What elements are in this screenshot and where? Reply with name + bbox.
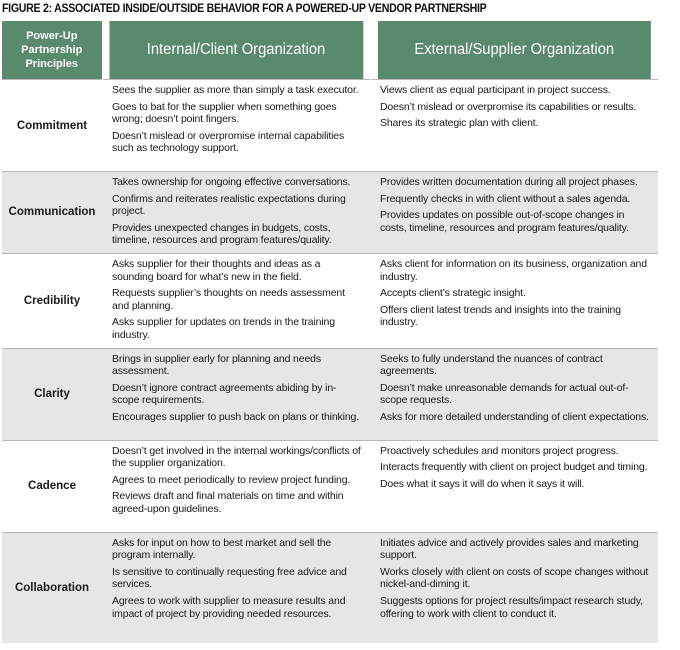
external-cell: [370, 348, 658, 440]
header-external: External/Supplier Organization: [377, 21, 651, 80]
principle-label: Cadence: [2, 440, 102, 532]
principle-label: Credibility: [2, 253, 102, 348]
internal-cell: [102, 532, 370, 643]
behavior-item: Brings in supplier early for planning and needs assessment.: [112, 352, 321, 378]
behavior-item: Doesn’t mislead or overpromise its capabilities or results.: [380, 100, 637, 113]
external-cell: [370, 80, 658, 172]
behavior-item: Asks client for information on its business, organization and industry.: [380, 257, 647, 283]
behavior-item: Takes ownership for ongoing effective conversations.: [112, 176, 351, 188]
behavior-item: Frequently checks in with client without a sales agenda.: [380, 192, 631, 205]
internal-cell: [102, 440, 370, 532]
internal-cell: [102, 80, 370, 172]
behavior-item: Confirms and reiterates realistic expectations during project.: [112, 192, 346, 218]
principle-label: Commitment: [2, 80, 102, 172]
internal-cell: [102, 253, 370, 348]
principle-label: Clarity: [2, 348, 102, 440]
behavior-item: Requests supplier’s thoughts on needs assessment and planning.: [112, 287, 345, 312]
behavior-item: Asks supplier for their thoughts and ideas as a sounding board for what’s new in the field.: [112, 257, 321, 283]
external-cell: [370, 532, 658, 643]
behavior-item: Goes to bat for the supplier when something goes wrong; doesn’t point fingers.: [112, 100, 337, 126]
internal-cell: [102, 172, 370, 254]
partnership-table: [2, 21, 658, 643]
behavior-item: Asks for more detailed understanding of client expectations.: [380, 410, 649, 423]
behavior-item: Proactively schedules and monitors project progress.: [380, 444, 619, 457]
table-row: [2, 80, 658, 172]
behavior-item: Provides unexpected changes in budgets, costs, timeline, resources and program features/quality.: [112, 221, 332, 247]
behavior-item: Doesn’t make unreasonable demands for actual out-of-scope requests.: [380, 381, 629, 407]
figure-title: FIGURE 2: ASSOCIATED INSIDE/OUTSIDE BEHAVIOR FOR A POWERED-UP VENDOR PARTNERSHIP: [2, 3, 487, 15]
behavior-item: Interacts frequently with client on project budget and timing.: [380, 461, 648, 474]
behavior-item: Does what it says it will do when it says it will.: [380, 477, 585, 490]
behavior-item: Provides updates on possible out-of-scope changes in costs, timeline, resources and program features/quality.: [380, 209, 629, 234]
behavior-item: Accepts client’s strategic insight.: [380, 287, 526, 300]
behavior-item: Shares its strategic plan with client.: [380, 117, 539, 130]
behavior-item: Encourages supplier to push back on plans or thinking.: [112, 410, 359, 423]
table-row: [2, 253, 658, 348]
behavior-item: Reviews draft and final materials on time and within agreed-upon guidelines.: [112, 490, 344, 515]
internal-cell: [102, 348, 370, 440]
table-row: [2, 532, 658, 643]
behavior-item: Initiates advice and actively provides sales and marketing support.: [380, 536, 639, 562]
behavior-item: Agrees to meet periodically to review project funding.: [112, 473, 351, 486]
behavior-item: Is sensitive to continually requesting free advice and services.: [112, 565, 347, 591]
table-header-row: [2, 21, 658, 80]
behavior-item: Asks supplier for updates on trends in the training industry.: [112, 316, 335, 341]
behavior-item: Doesn’t ignore contract agreements abiding by in-scope requirements.: [112, 381, 337, 407]
behavior-item: Offers client latest trends and insights into the training industry.: [380, 303, 621, 329]
behavior-item: Suggests options for project results/impact research study, offering to work with client to conduct it.: [380, 594, 643, 620]
external-cell: [370, 172, 658, 254]
behavior-item: Agrees to work with supplier to measure results and impact of project by providing needed resources.: [112, 594, 346, 620]
header-principles: [2, 21, 102, 80]
header-principles-line: Principles: [25, 58, 79, 70]
behavior-item: Sees the supplier as more than simply a task executor.: [112, 84, 359, 96]
behavior-item: Asks for input on how to best market and sell the program internally.: [112, 536, 332, 562]
external-cell: [370, 253, 658, 348]
principle-label: Communication: [2, 172, 102, 254]
behavior-item: Provides written documentation during all project phases.: [380, 176, 638, 188]
table-row: [2, 172, 658, 254]
principle-label: Collaboration: [2, 532, 102, 643]
external-cell: [370, 440, 658, 532]
table-row: [2, 348, 658, 440]
behavior-item: Views client as equal participant in project success.: [380, 84, 611, 96]
behavior-item: Doesn’t mislead or overpromise internal capabilities such as technology support.: [112, 129, 345, 155]
header-principles-line: Power-Up: [26, 30, 78, 42]
behavior-item: Doesn’t get involved in the internal workings/conflicts of the supplier organization.: [112, 444, 361, 470]
header-principles-line: Partnership: [21, 44, 83, 56]
behavior-item: Seeks to fully understand the nuances of contract agreements.: [380, 352, 603, 378]
header-internal: Internal/Client Organization: [109, 21, 364, 80]
behavior-item: Works closely with client on costs of scope changes without nickel-and-diming it.: [380, 565, 649, 591]
table-row: [2, 440, 658, 532]
